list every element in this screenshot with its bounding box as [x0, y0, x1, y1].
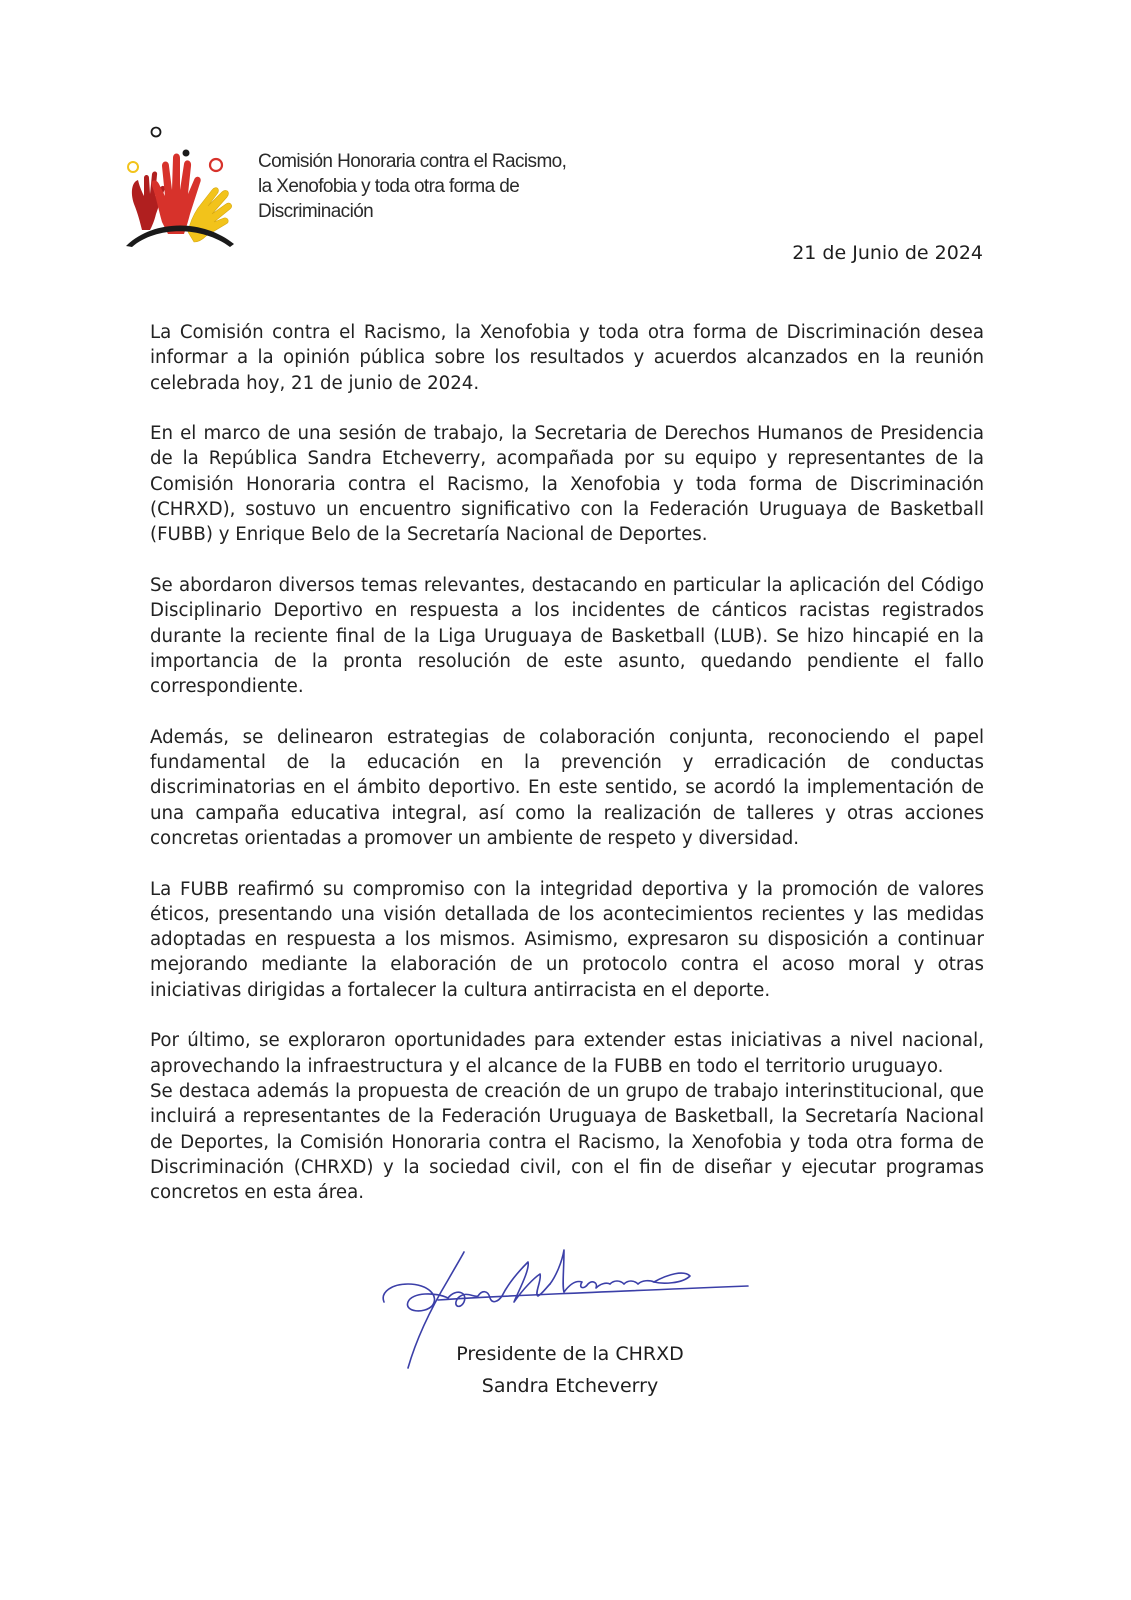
paragraph: La Comisión contra el Racismo, la Xenofobia y toda otra forma de Discriminación desea informar a la opinión pública sobre los resultados y acuerdos alcanzados en la reunión celebrada hoy, 21 de junio de 2024. — [150, 322, 984, 394]
paragraph: Además, se delinearon estrategias de colaboración conjunta, reconociendo el papel fundamental de la educación en la prevención y erradicación de conductas discriminatorias en el ámbito deportivo. En este sentido, se acordó la implementación de una campaña educativa integral, así como la realización de talleres y otras acciones concretas orientadas a promover un ambiente de respeto y diversidad. — [150, 726, 984, 849]
paragraph: Se destaca además la propuesta de creación de un grupo de trabajo interinstitucional, que incluirá a representantes de la Federación Uruguaya de Basketball, la Secretaría Nacional de Deportes, la Comisión Honoraria contra el Racismo, la Xenofobia y toda otra forma de Discriminación (CHRXD) y la sociedad civil, con el fin de diseñar y ejecutar programas concretos en esta área. — [150, 1080, 984, 1204]
org-name-line-3: Discriminación — [258, 201, 374, 222]
hands-logo-icon — [122, 122, 242, 247]
document-date: 21 de Junio de 2024 — [792, 242, 983, 264]
org-name-line-2: la Xenofobia y toda otra forma de — [258, 176, 520, 197]
signatory-block — [440, 1338, 700, 1402]
paragraph: En el marco de una sesión de trabajo, la Secretaria de Derechos Humanos de Presidencia de la República Sandra Etcheverry, acompañada por su equipo y representantes de la Comisión Honoraria contra el Racismo, la Xenofobia y toda forma de Discriminación (CHRXD), sostuvo un encuentro significativo con la Federación Uruguaya de Basketball (FUBB) y Enrique Belo de la Secretaría Nacional de Deportes. — [150, 423, 984, 546]
organization-name — [258, 149, 618, 224]
document-body — [150, 320, 984, 1231]
paragraph: Se abordaron diversos temas relevantes, destacando en particular la aplicación del Código Disciplinario Deportivo en respuesta a los incidentes de cánticos racistas registrados durante la reciente final de la Liga Uruguaya de Basketball (LUB). Se hizo hincapié en la importancia de la pronta resolución de este asunto, quedando pendiente el fallo correspondiente. — [150, 574, 984, 698]
paragraph: Por último, se exploraron oportunidades para extender estas iniciativas a nivel nacional, aprovechando la infraestructura y el alcance de la FUBB en todo el territorio uruguayo. — [150, 1030, 984, 1077]
signatory-title: Presidente de la CHRXD — [456, 1343, 684, 1365]
org-name-line-1: Comisión Honoraria contra el Racismo, — [258, 151, 567, 172]
signatory-name: Sandra Etcheverry — [481, 1375, 659, 1397]
paragraph: La FUBB reafirmó su compromiso con la integridad deportiva y la promoción de valores éticos, presentando una visión detallada de los acontecimientos recientes y las medidas adoptadas en respuesta a los mismos. Asimismo, expresaron su disposición a continuar mejorando mediante la elaboración de un protocolo contra el acoso moral y otras iniciativas dirigidas a fortalecer la cultura antirracista en el deporte. — [150, 878, 984, 1001]
